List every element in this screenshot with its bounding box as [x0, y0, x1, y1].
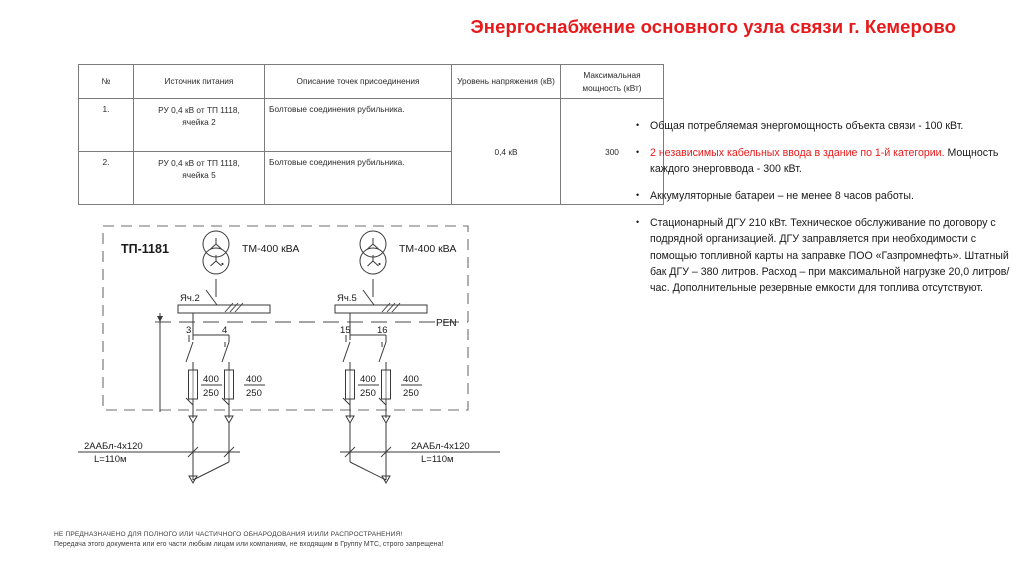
bullet-icon: •: [636, 120, 640, 130]
line-number-label: 3: [186, 325, 192, 336]
list-item-text: Стационарный ДГУ 210 кВт. Техническое обслуживание по договору с подрядной организацией. ДГУ заправляется при необходимости с помощью топливной карты на заправке ПОО «Газпромнефть». Штатный бак ДГУ – 380 литров. Расход – при максимальной нагрузке 20,0 литров/час. Дополнительные резервные емкости для топлива отсутствуют.: [650, 217, 1010, 294]
table-row: [79, 99, 664, 152]
column-header-description: Описание точек присоединения: [265, 65, 452, 99]
max-power-value: 300: [561, 99, 664, 205]
fuse-rating-top: 400: [360, 374, 376, 385]
cable-right: [340, 441, 500, 483]
cable-risers: [193, 423, 386, 480]
source-line-1: РУ 0,4 кВ от ТП 1118,: [158, 158, 240, 168]
substation-boundary: [103, 226, 468, 410]
row-description: Болтовые соединения рубильника.: [265, 99, 452, 152]
line-number-label: 15: [340, 325, 351, 336]
column-header-source: Источник питания: [134, 65, 265, 99]
source-line-1: РУ 0,4 кВ от ТП 1118,: [158, 105, 240, 115]
row-number: 2.: [79, 152, 134, 205]
row-number: 1.: [79, 99, 134, 152]
fuse-rating-top: 400: [246, 374, 262, 385]
confidentiality-footer: [54, 531, 674, 548]
list-item: [636, 215, 1014, 295]
column-header-voltage: Уровень напряжения (кВ): [452, 65, 561, 99]
list-item-text: Общая потребляемая энергомощность объекта связи - 100 кВт.: [650, 120, 964, 132]
table-header-row: [79, 65, 664, 99]
footer-line-2: Передача этого документа или его части любым лицам или компаниям, не входящим в Группу МТС, строго запрещена!: [54, 541, 444, 548]
footer-line-1: НЕ ПРЕДНАЗНАЧЕНО ДЛЯ ПОЛНОГО ИЛИ ЧАСТИЧНОГО ОБНАРОДОВАНИЯ И/ИЛИ РАСПРОСТРАНЕНИЯ!: [54, 531, 403, 538]
source-line-2: ячейка 5: [182, 170, 216, 181]
bullet-icon: •: [636, 147, 640, 158]
power-supply-table: [78, 64, 664, 205]
row-description: Болтовые соединения рубильника.: [265, 152, 452, 205]
source-line-2: ячейка 2: [182, 117, 216, 128]
cable-left-type: 2ААБл-4х120: [84, 441, 143, 452]
fuse-rating-bottom: 250: [246, 388, 262, 399]
fuse-rating-bottom: 250: [403, 388, 419, 399]
cable-right-length: L=110м: [421, 454, 454, 465]
fuse-rating-bottom: 250: [203, 388, 219, 399]
voltage-level-value: 0,4 кВ: [452, 99, 561, 205]
busbar-left: [178, 290, 270, 313]
list-item-text: Аккумуляторные батареи – не менее 8 часов работы.: [650, 190, 914, 203]
line-number-label: 4: [222, 325, 228, 336]
column-header-power: Максимальная мощность (кВт): [561, 65, 664, 99]
pen-label: PEN: [436, 318, 457, 329]
cable-exit-arrows: [189, 416, 390, 423]
busbar-right: [335, 290, 427, 313]
feeder-right-15: [340, 313, 386, 418]
cable-left-length: L=110м: [94, 454, 127, 465]
bullet-icon: •: [636, 190, 640, 201]
cable-right-type: 2ААБл-4х120: [411, 441, 470, 452]
cell-right-label: Яч.5: [337, 293, 357, 304]
transformer-right-label: ТМ-400 кВА: [399, 243, 457, 255]
cable-left: [78, 441, 240, 483]
list-item: [636, 145, 1014, 177]
fuse-rating-top: 400: [203, 374, 219, 385]
row-source: [134, 99, 265, 152]
fuse-rating-top: 400: [403, 374, 419, 385]
cell-left-label: Яч.2: [180, 293, 200, 304]
grounding-arrow-left: [157, 313, 163, 412]
column-header-number: №: [79, 65, 134, 99]
list-item-text: 2 независимых кабельных ввода в здание по 1-й категории. Мощность каждого энерговвода - 300 кВт.: [650, 147, 999, 176]
notes-list: [636, 118, 1014, 307]
substation-label: ТП-1181: [121, 242, 169, 256]
row-source: [134, 152, 265, 205]
feeder-left-3: [186, 313, 229, 418]
list-item: [636, 188, 1014, 204]
line-number-label: 16: [377, 325, 388, 336]
page-title: Энергоснабжение основного узла связи г. Кемерово: [470, 16, 956, 37]
highlighted-text: 2 независимых кабельных ввода в здание по 1-й категории.: [650, 147, 945, 160]
transformer-left-group: [203, 231, 299, 297]
list-item: [636, 118, 1014, 134]
transformer-left-label: ТМ-400 кВА: [242, 243, 300, 255]
fuse-rating-bottom: 250: [360, 388, 376, 399]
feeder-right-16: [377, 325, 422, 418]
transformer-right-group: [360, 231, 456, 297]
bullet-icon: •: [636, 217, 640, 228]
feeder-left-4: [222, 325, 265, 418]
